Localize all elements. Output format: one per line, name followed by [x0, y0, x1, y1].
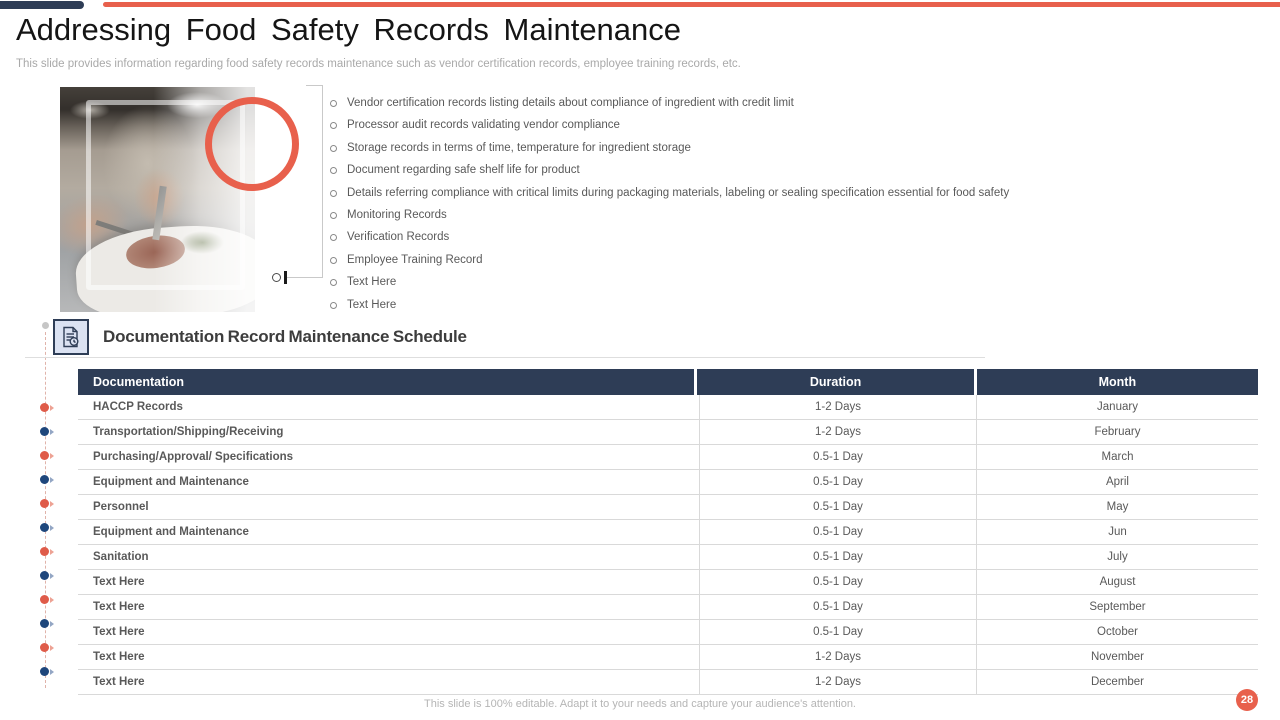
section-bullet-dot: [42, 322, 49, 329]
cell-duration: 0.5-1 Day: [699, 520, 976, 544]
table-body: [78, 395, 1258, 695]
section-icon-box: [53, 319, 89, 355]
cell-month: November: [976, 645, 1258, 669]
cell-month: July: [976, 545, 1258, 569]
cell-month: April: [976, 470, 1258, 494]
cell-doc: Text Here: [93, 651, 145, 663]
cell-duration: 0.5-1 Day: [699, 620, 976, 644]
cell-month: January: [976, 395, 1258, 419]
maintenance-schedule-table: [78, 369, 1258, 695]
row-marker-blue: [40, 619, 49, 628]
table-row: [78, 520, 1258, 545]
cell-month: Jun: [976, 520, 1258, 544]
table-row: [78, 545, 1258, 570]
cell-duration: 0.5-1 Day: [699, 495, 976, 519]
table-row: [78, 395, 1258, 420]
connector-cursor-bar: [284, 271, 287, 284]
cell-month: August: [976, 570, 1258, 594]
column-header-duration: Duration: [697, 369, 973, 395]
chef-plating-dish-photo: [60, 87, 255, 312]
row-marker-red: [40, 451, 49, 460]
row-marker-red: [40, 643, 49, 652]
bullet-item: Text Here: [347, 271, 1009, 293]
table-row: [78, 570, 1258, 595]
cell-month: May: [976, 495, 1258, 519]
bracket-top-elbow: [306, 85, 323, 86]
table-row: [78, 420, 1258, 445]
table-row: [78, 495, 1258, 520]
cell-doc: Text Here: [93, 576, 145, 588]
section-title: Documentation Record Maintenance Schedule: [103, 327, 467, 346]
table-row: [78, 670, 1258, 695]
records-bullet-list: [347, 92, 1009, 316]
row-marker-red: [40, 595, 49, 604]
cell-duration: 1-2 Days: [699, 670, 976, 694]
cell-month: December: [976, 670, 1258, 694]
bracket-bottom-elbow: [287, 277, 323, 278]
row-marker-blue: [40, 523, 49, 532]
cell-duration: 0.5-1 Day: [699, 470, 976, 494]
page-number-badge: 28: [1236, 689, 1258, 711]
cell-doc: Text Here: [93, 626, 145, 638]
cell-month: October: [976, 620, 1258, 644]
connector-circle: [272, 273, 281, 282]
top-red-accent-bar: [103, 2, 1280, 7]
row-marker-blue: [40, 571, 49, 580]
cell-doc: Sanitation: [93, 551, 149, 563]
marker-connector-line: [45, 332, 46, 688]
red-circle-highlight: [205, 97, 299, 191]
cell-duration: 0.5-1 Day: [699, 445, 976, 469]
row-marker-red: [40, 547, 49, 556]
bullet-item: Details referring compliance with critical limits during packaging materials, labeling or sealing specification essential for food safety: [347, 182, 1009, 204]
row-marker-red: [40, 403, 49, 412]
bullet-item: Monitoring Records: [347, 204, 1009, 226]
table-row: [78, 595, 1258, 620]
cell-doc: Personnel: [93, 501, 149, 513]
bullet-item: Verification Records: [347, 226, 1009, 248]
footer-note: This slide is 100% editable. Adapt it to your needs and capture your audience's attention.: [424, 698, 856, 710]
column-header-documentation: Documentation: [78, 369, 694, 395]
bullet-item: Employee Training Record: [347, 249, 1009, 271]
bracket-line: [322, 85, 323, 277]
cell-duration: 0.5-1 Day: [699, 545, 976, 569]
table-row: [78, 620, 1258, 645]
cell-month: February: [976, 420, 1258, 444]
cell-doc: Text Here: [93, 601, 145, 613]
bullet-item: Storage records in terms of time, temperature for ingredient storage: [347, 137, 1009, 159]
cell-duration: 1-2 Days: [699, 645, 976, 669]
row-marker-blue: [40, 667, 49, 676]
cell-doc: Text Here: [93, 676, 145, 688]
row-marker-blue: [40, 427, 49, 436]
cell-doc: HACCP Records: [93, 401, 183, 413]
bullet-item: Document regarding safe shelf life for product: [347, 159, 1009, 181]
top-navy-accent-bar: [0, 1, 84, 9]
cell-duration: 0.5-1 Day: [699, 595, 976, 619]
column-header-month: Month: [977, 369, 1258, 395]
cell-duration: 1-2 Days: [699, 420, 976, 444]
bullet-item: Vendor certification records listing details about compliance of ingredient with credit limit: [347, 92, 1009, 114]
cell-duration: 1-2 Days: [699, 395, 976, 419]
table-row: [78, 645, 1258, 670]
cell-doc: Equipment and Maintenance: [93, 526, 249, 538]
page-subtitle: This slide provides information regarding food safety records maintenance such as vendor certification records, employee training records, etc.: [16, 58, 741, 70]
table-row: [78, 470, 1258, 495]
row-marker-blue: [40, 475, 49, 484]
row-marker-red: [40, 499, 49, 508]
page-title: Addressing Food Safety Records Maintenance: [16, 12, 682, 47]
table-header-row: [78, 369, 1258, 395]
cell-duration: 0.5-1 Day: [699, 570, 976, 594]
cell-month: September: [976, 595, 1258, 619]
section-divider-line: [25, 357, 985, 358]
bullet-item: Text Here: [347, 294, 1009, 316]
cell-month: March: [976, 445, 1258, 469]
table-row: [78, 445, 1258, 470]
document-clock-icon: [59, 325, 83, 349]
cell-doc: Purchasing/Approval/ Specifications: [93, 451, 294, 463]
bullet-item: Processor audit records validating vendor compliance: [347, 114, 1009, 136]
cell-doc: Equipment and Maintenance: [93, 476, 249, 488]
cell-doc: Transportation/Shipping/Receiving: [93, 426, 284, 438]
